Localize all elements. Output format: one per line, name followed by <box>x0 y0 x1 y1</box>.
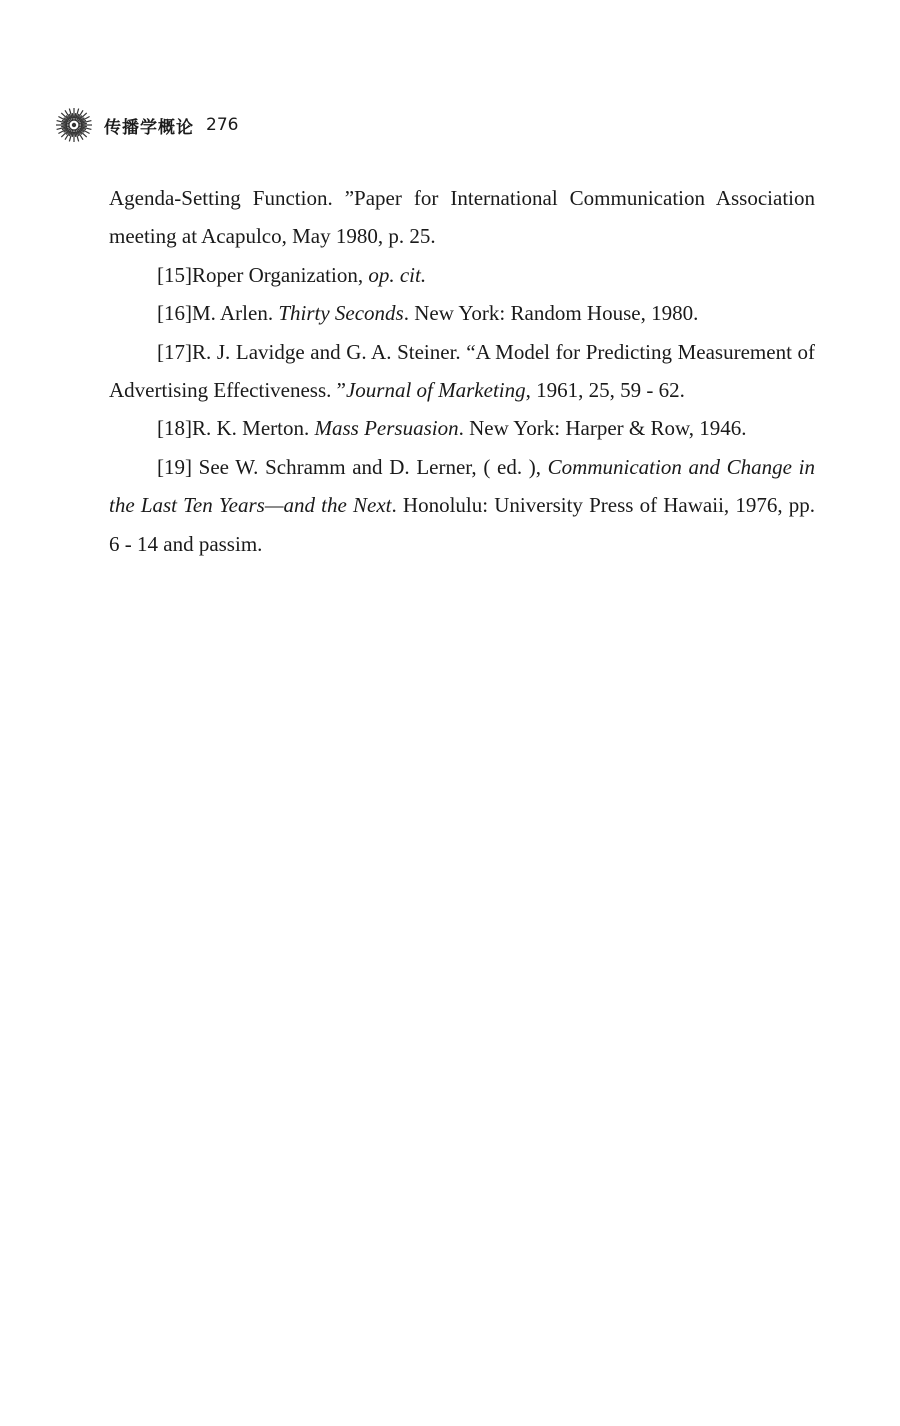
reference-item-14-continuation: Agenda-Setting Function. ”Paper for International Communication Association meeting at Acapulco, May 1980, p. 25. <box>109 186 815 249</box>
reference-text-tail: . New York: Random House, 1980. <box>403 301 699 326</box>
reference-item-19 <box>109 448 815 563</box>
reference-number: [18] <box>157 416 192 441</box>
reference-item-16 <box>109 294 815 332</box>
page-number: 276 <box>206 115 239 135</box>
book-title: 传播学概论 <box>104 117 194 138</box>
reference-number: [15] <box>157 262 192 287</box>
reference-number: [17] <box>157 339 192 364</box>
chrysanthemum-ornament-icon <box>52 105 96 145</box>
reference-italic-title: Communication and Change in the Last Ten Years—and the Next <box>109 454 816 518</box>
reference-item-15 <box>109 256 815 294</box>
reference-italic-title: op. cit. <box>368 262 427 287</box>
reference-item-17 <box>109 333 815 410</box>
reference-text: R. J. Lavidge and G. A. Steiner. “A Model for Predicting Measurement of Advertising Effectiveness. ” <box>109 339 815 403</box>
reference-text: M. Arlen. <box>192 301 279 326</box>
reference-text: R. K. Merton. <box>192 416 315 441</box>
reference-number: [19] <box>157 454 192 479</box>
reference-list <box>109 179 815 563</box>
reference-italic-title: Journal of Marketing <box>345 378 526 403</box>
reference-italic-title: Mass Persuasion <box>314 416 459 441</box>
reference-italic-title: Thirty Seconds <box>278 301 404 326</box>
reference-text: See W. Schramm and D. Lerner, ( ed. ), <box>192 454 548 479</box>
reference-item-18 <box>109 409 815 447</box>
reference-number: [16] <box>157 301 192 326</box>
reference-text-tail: . Honolulu: University Press of Hawaii, 1976, pp. 6 - 14 and passim. <box>109 493 815 556</box>
reference-text-tail: , 1961, 25, 59 - 62. <box>525 378 685 403</box>
running-header <box>52 104 238 146</box>
reference-text: Roper Organization, <box>192 262 369 287</box>
reference-text-tail: . New York: Harper & Row, 1946. <box>458 416 747 441</box>
